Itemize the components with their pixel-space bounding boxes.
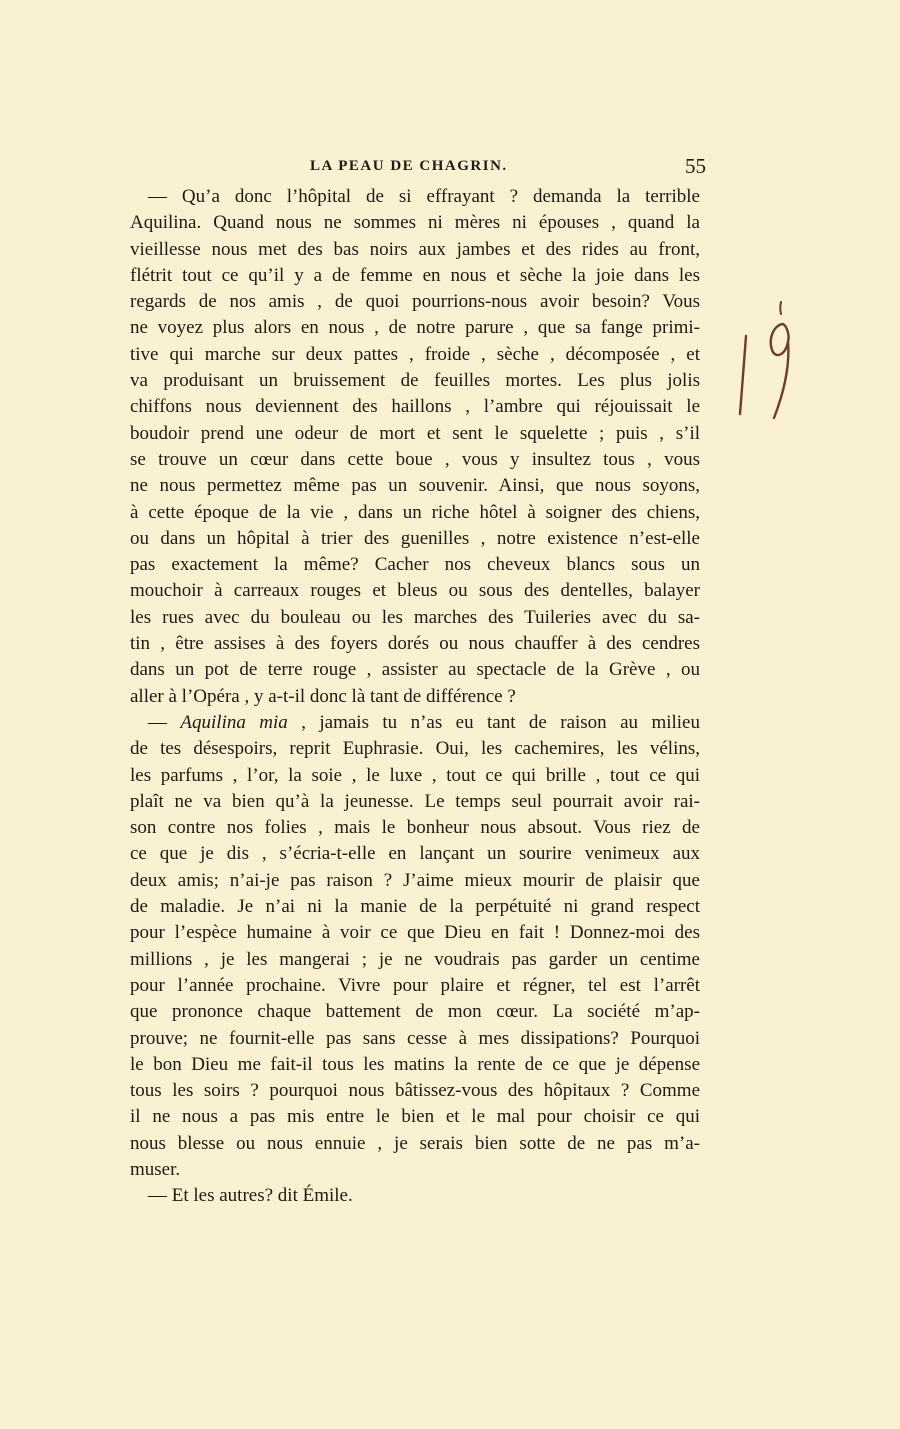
handwritten-annotation (734, 296, 804, 426)
text-line: pour l’espèce humaine à voir ce que Dieu en fait ! Donnez-moi des (130, 922, 700, 944)
text-line: pas exactement la même? Cacher nos cheveux blancs sous un (130, 554, 700, 576)
italic-name: Aquilina mia (180, 711, 288, 733)
text-line: — Et les autres? dit Émile. (148, 1185, 353, 1207)
text-line: ou dans un hôpital à trier des guenilles , notre existence n’est-elle (130, 527, 700, 549)
text-line: il ne nous a pas mis entre le bien et le mal pour choisir ce qui (130, 1106, 700, 1128)
text-line: deux amis; n’ai-je pas raison ? J’aime mieux mourir de plaisir que (130, 869, 700, 891)
text-line: tin , être assises à des foyers dorés ou nous chauffer à des cendres (130, 633, 700, 655)
text-line: vieillesse nous met des bas noirs aux jambes et des rides au front, (130, 238, 700, 260)
text-line: flétrit tout ce qu’il y a de femme en nous et sèche la joie dans les (130, 264, 700, 286)
text-fragment: , jamais tu n’as eu tant de raison au milieu (287, 711, 700, 733)
text-line: millions , je les mangerai ; je ne voudrais pas garder un centime (130, 948, 700, 970)
text-line: regards de nos amis , de quoi pourrions-nous avoir besoin? Vous (130, 291, 700, 313)
text-line: dans un pot de terre rouge , assister au spectacle de la Grève , ou (130, 659, 700, 681)
text-line: mouchoir à carreaux rouges et bleus ou sous des dentelles, balayer (130, 580, 700, 602)
text-line: muser. (130, 1158, 181, 1180)
text-line: se trouve un cœur dans cette boue , vous y insultez tous , vous (130, 448, 700, 470)
text-line: Aquilina. Quand nous ne sommes ni mères ni épouses , quand la (130, 212, 700, 234)
text-line: boudoir prend une odeur de mort et sent le squelette ; puis , s’il (130, 422, 700, 444)
page-number: 55 (685, 154, 706, 178)
text-line: de tes désespoirs, reprit Euphrasie. Oui, les cachemires, les vélins, (130, 738, 700, 760)
text-line: aller à l’Opéra , y a-t-il donc là tant de différence ? (130, 685, 516, 707)
text-line: tous les soirs ? pourquoi nous bâtissez-vous des hôpitaux ? Comme (130, 1080, 700, 1102)
text-line: — Aquilina mia , jamais tu n’as eu tant de raison au milieu (148, 711, 700, 733)
text-line: les rues avec du bouleau ou les marches des Tuileries avec du sa- (130, 606, 700, 628)
text-line: que prononce chaque battement de mon cœur. La société m’ap- (130, 1001, 700, 1023)
text-line: chiffons nous deviennent des haillons , l’ambre qui réjouissait le (130, 396, 700, 418)
text-line: prouve; ne fournit-elle pas sans cesse à mes dissipations? Pourquoi (130, 1027, 700, 1049)
text-line: tive qui marche sur deux pattes , froide , sèche , décomposée , et (130, 343, 700, 365)
body-text (130, 184, 700, 1210)
text-line: ce que je dis , s’écria-t-elle en lançant un sourire venimeux aux (130, 843, 700, 865)
text-line: — Qu’a donc l’hôpital de si effrayant ? demanda la terrible (148, 186, 700, 207)
text-line: plaît ne va bien qu’à la jeunesse. Le temps seul pourrait avoir rai- (130, 790, 700, 812)
text-line: à cette époque de la vie , dans un riche hôtel à soigner des chiens, (130, 501, 700, 523)
running-title: LA PEAU DE CHAGRIN. (310, 158, 508, 174)
text-line: va produisant un bruissement de feuilles mortes. Les plus jolis (130, 370, 700, 392)
text-line: pour l’année prochaine. Vivre pour plaire et régner, tel est l’arrêt (130, 974, 700, 996)
text-line: ne nous permettez même pas un souvenir. Ainsi, que nous soyons, (130, 475, 700, 497)
text-line: nous blesse ou nous ennuie , je serais bien sotte de ne pas m’a- (130, 1132, 700, 1154)
text-line: ne voyez plus alors en nous , de notre parure , que sa fange primi- (130, 317, 700, 339)
page-header (130, 154, 706, 180)
text-line: le bon Dieu me fait-il tous les matins la rente de ce que je dépense (130, 1053, 700, 1075)
text-line: les parfums , l’or, la soie , le luxe , tout ce qui brille , tout ce qui (130, 764, 700, 786)
text-line: de maladie. Je n’ai ni la manie de la perpétuité ni grand respect (130, 896, 700, 918)
text-line: son contre nos folies , mais le bonheur nous absout. Vous riez de (130, 817, 700, 839)
